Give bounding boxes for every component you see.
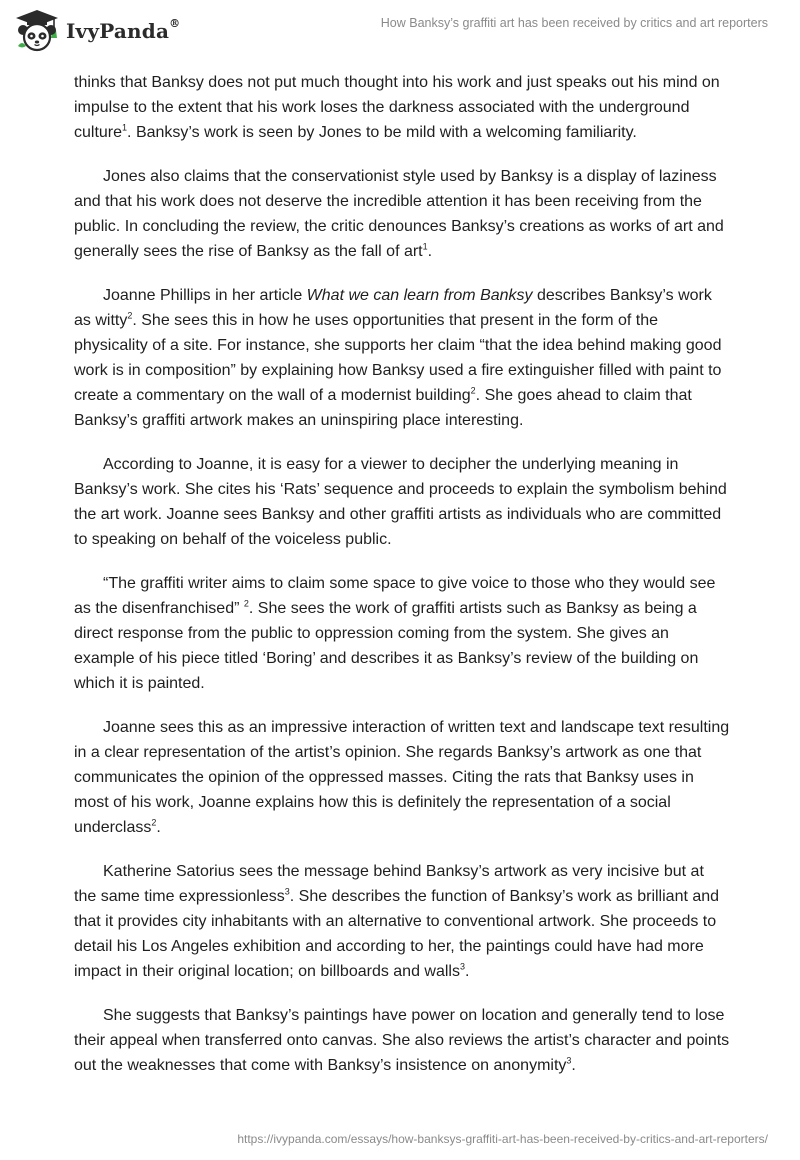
text-run: . She describes the function of Banksy’s work as brilliant and that it provides city inhabitants with an alternative to conventional artwork. She proceeds to detail his Los Angeles exhibition and according to her, the paintings could have had more impact in their original location; on billboards and walls (74, 888, 720, 980)
text-run: . She sees this in how he uses opportunities that present in the form of the physicality of a site. For instance, she supports her claim “that the idea behind making good work is in composition” by explaining how Banksy used a fire extinguisher filled with paint to create a commentary on the wall of a modernist building (74, 312, 722, 404)
text-run: “The graffiti writer aims to claim some space to give voice to those who they would see as the disenfranchised” (74, 575, 716, 617)
text-run: Joanne sees this as an impressive interaction of written text and landscape text resulting in a clear representation of the artist’s opinion. She regards Banksy’s artwork as one that communicates the opinion of the oppressed masses. Citing the rats that Banksy uses in most of his work, Joanne explains how this is definitely the representation of a social underclass (74, 719, 730, 836)
essay-body (74, 70, 730, 1097)
text-run: Jones also claims that the conservationist style used by Banksy is a display of laziness and that his work does not deserve the incredible attention it has been receiving from the public. In concluding the review, the critic denounces Banksy’s creations as works of art and generally sees the rise of Banksy as the fall of art (74, 168, 724, 260)
page-header (0, 0, 800, 62)
citation-ref: 3 (566, 1055, 572, 1066)
ivypanda-logo[interactable] (14, 8, 180, 54)
text-run: . She goes ahead to claim that Banksy’s graffiti artwork makes an uninspiring place interesting. (74, 387, 692, 429)
text-run: . (465, 963, 470, 980)
brand-name (66, 19, 180, 43)
text-run: Katherine Satorius sees the message behind Banksy’s artwork as very incisive but at the same time expressionless (74, 863, 704, 905)
text-run: thinks that Banksy does not put much thought into his work and just speaks out his mind on impulse to the extent that his work loses the darkness associated with the underground culture (74, 74, 720, 141)
text-run: describes Banksy’s work as witty (74, 287, 712, 329)
citation-ref: 3 (284, 886, 290, 897)
source-url[interactable]: https://ivypanda.com/essays/how-banksys-graffiti-art-has-been-received-by-critics-and-art-reporters/ (237, 1132, 768, 1146)
text-run: . (571, 1057, 576, 1074)
paragraph-1 (74, 70, 730, 145)
panda-graduate-icon (14, 8, 60, 54)
citation-ref: 3 (459, 961, 465, 972)
citation-ref: 2 (243, 598, 249, 609)
paragraph-7 (74, 859, 730, 984)
paragraph-4 (74, 452, 730, 552)
paragraph-6 (74, 715, 730, 840)
text-run: She suggests that Banksy’s paintings have power on location and generally tend to lose their appeal when transferred onto canvas. She also reviews the artist’s character and points out the weaknesses that come with Banksy’s insistence on anonymity (74, 1007, 730, 1074)
brand-text: IvyPanda (66, 19, 170, 43)
citation-ref: 2 (127, 310, 133, 321)
citation-ref: 1 (122, 122, 128, 133)
paragraph-3 (74, 283, 730, 433)
document-title: How Banksy’s graffiti art has been received by critics and art reporters (380, 16, 768, 30)
paragraph-5 (74, 571, 730, 696)
paragraph-2 (74, 164, 730, 264)
text-run: . (156, 819, 161, 836)
registered-mark: ® (169, 17, 181, 30)
text-run: . She sees the work of graffiti artists such as Banksy as being a direct response from the public to oppression coming from the system. She gives an example of his piece titled ‘Boring’ and describes it as Banksy’s review of the building on which it is painted. (74, 600, 699, 692)
text-run: According to Joanne, it is easy for a viewer to decipher the underlying meaning in Banksy’s work. She cites his ‘Rats’ sequence and proceeds to explain the symbolism behind the art work. Joanne sees Banksy and other graffiti artists as individuals who are committed to speaking on behalf of the voiceless public. (74, 456, 727, 548)
citation-ref: 2 (151, 817, 157, 828)
text-run: . (427, 243, 433, 260)
citation-ref: 2 (470, 385, 476, 396)
article-title: What we can learn from Banksy (306, 287, 533, 304)
text-run: . Banksy’s work is seen by Jones to be mild with a welcoming familiarity. (127, 124, 637, 141)
paragraph-8 (74, 1003, 730, 1078)
citation-ref: 1 (422, 241, 428, 252)
text-run: Joanne Phillips in her article (103, 287, 307, 304)
